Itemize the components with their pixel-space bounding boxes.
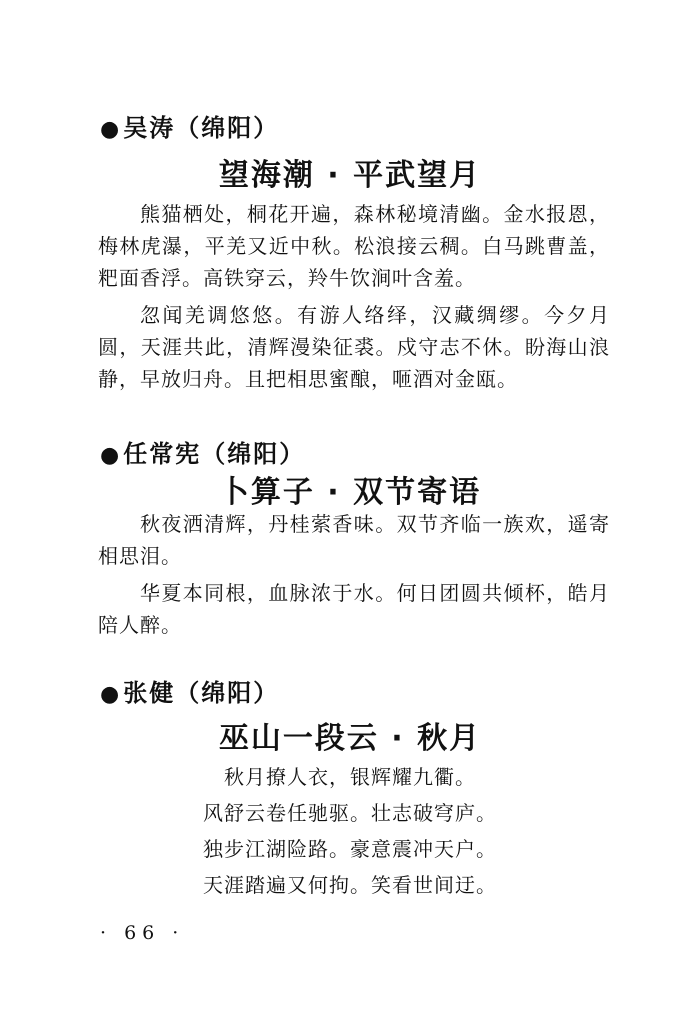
poem-paragraph: 忽闻羌调悠悠。有游人络绎，汉藏绸缪。今夕月圆，天涯共此，清辉漫染征裘。戍守志不休。盼海山浪静，早放归舟。且把相思蜜酿，咂酒对金瓯。 (98, 303, 610, 391)
poem-body-1 (98, 198, 610, 400)
poem-title-1: 望海潮 · 平武望月 (218, 158, 482, 193)
bullet-icon: ● (100, 682, 122, 707)
poem-title-3: 巫山一段云 · 秋月 (218, 721, 482, 756)
poem-verse-3 (0, 759, 700, 903)
author-location: （绵阳） (201, 440, 306, 468)
verse-line: 秋月撩人衣，银辉耀九衢。 (224, 765, 476, 789)
author-heading-1 (100, 108, 279, 143)
verse-line: 天涯踏遍又何拘。笑看世间迂。 (203, 873, 497, 897)
author-heading-2 (100, 434, 305, 469)
author-name: 任常宪 (123, 440, 202, 468)
bullet-icon: ● (100, 117, 122, 142)
page-number: · 66 · (100, 922, 185, 944)
bullet-icon: ● (100, 443, 122, 468)
author-location: （绵阳） (175, 114, 280, 142)
author-heading-3 (100, 673, 279, 708)
author-location: （绵阳） (175, 679, 280, 707)
verse-line: 独步江湖险路。豪意震冲天户。 (203, 837, 497, 861)
poem-title-2: 卜算子 · 双节寄语 (218, 475, 482, 510)
poem-body-2 (98, 508, 610, 646)
verse-line: 风舒云卷任驰驱。壮志破穹庐。 (203, 801, 497, 825)
author-name: 吴涛 (123, 114, 176, 142)
author-name: 张健 (123, 679, 176, 707)
poem-paragraph: 华夏本同根，血脉浓于水。何日团圆共倾杯，皓月陪人醉。 (98, 581, 610, 637)
poem-paragraph: 熊猫栖处，桐花开遍，森林秘境清幽。金水报恩，梅林虎瀑，平羌又近中秋。松浪接云稠。白马跳曹盖，粑面香浮。高铁穿云，羚牛饮涧叶含羞。 (98, 202, 610, 290)
poem-paragraph: 秋夜洒清辉，丹桂萦香味。双节齐临一族欢，遥寄相思泪。 (98, 512, 610, 568)
